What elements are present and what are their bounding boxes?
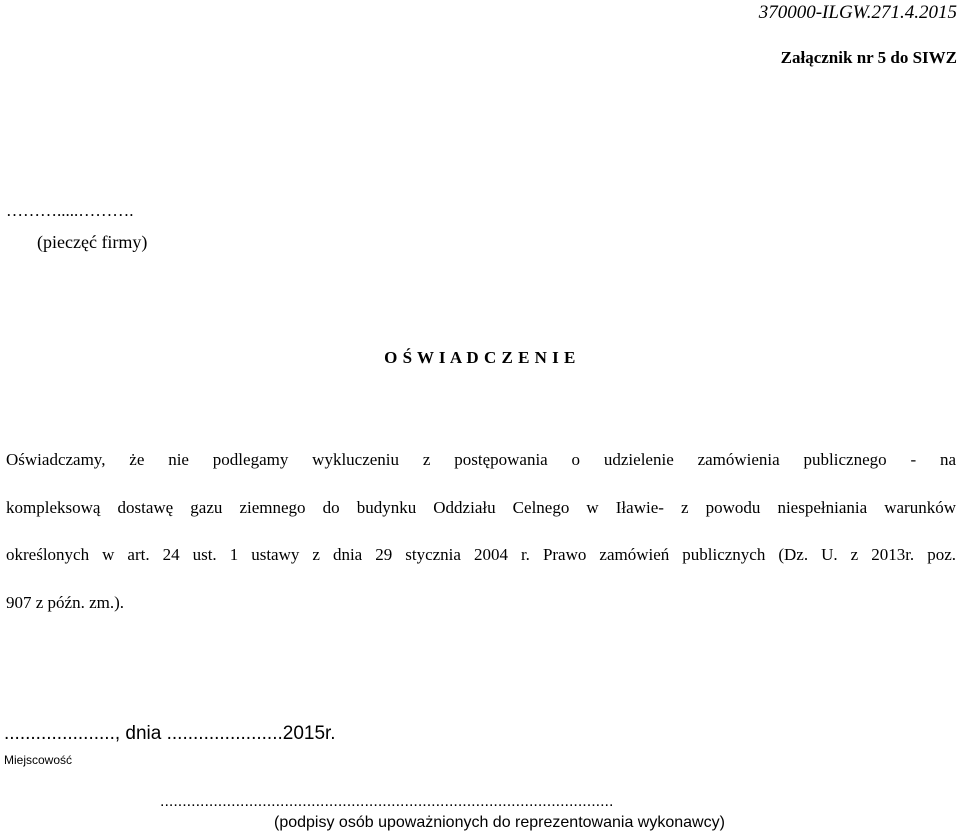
document-reference-number: 370000-ILGW.271.4.2015 [758,2,957,23]
declaration-line: 907 z późn. zm.). [6,592,125,612]
declaration-line: kompleksową dostawę gazu ziemnego do budynku Oddziału Celnego w Iławie- z powodu niespełniania warunków [6,497,956,517]
declaration-paragraph [6,436,956,626]
company-stamp-dots: ……….....………. [6,201,134,220]
signature-label: (podpisy osób upoważnionych do reprezentowania wykonawcy) [274,814,725,831]
place-label: Miejscowość [4,753,73,767]
signature-dots: ...................................................................................................... [160,793,614,810]
declaration-line: określonych w art. 24 ust. 1 ustawy z dnia 29 stycznia 2004 r. Prawo zamówień publicznych (Dz. U. z 2013r. poz. [6,545,956,564]
place-date-line: ....................., dnia ......................2015r. [4,723,336,744]
annex-label: Załącznik nr 5 do SIWZ [780,48,957,67]
company-stamp-label: (pieczęć firmy) [37,232,148,252]
document-title: O Ś W I A D C Z E N I E [384,348,576,367]
declaration-line: Oświadczamy, że nie podlegamy wykluczeniu z postępowania o udzielenie zamówienia publicznego - na [6,450,956,469]
